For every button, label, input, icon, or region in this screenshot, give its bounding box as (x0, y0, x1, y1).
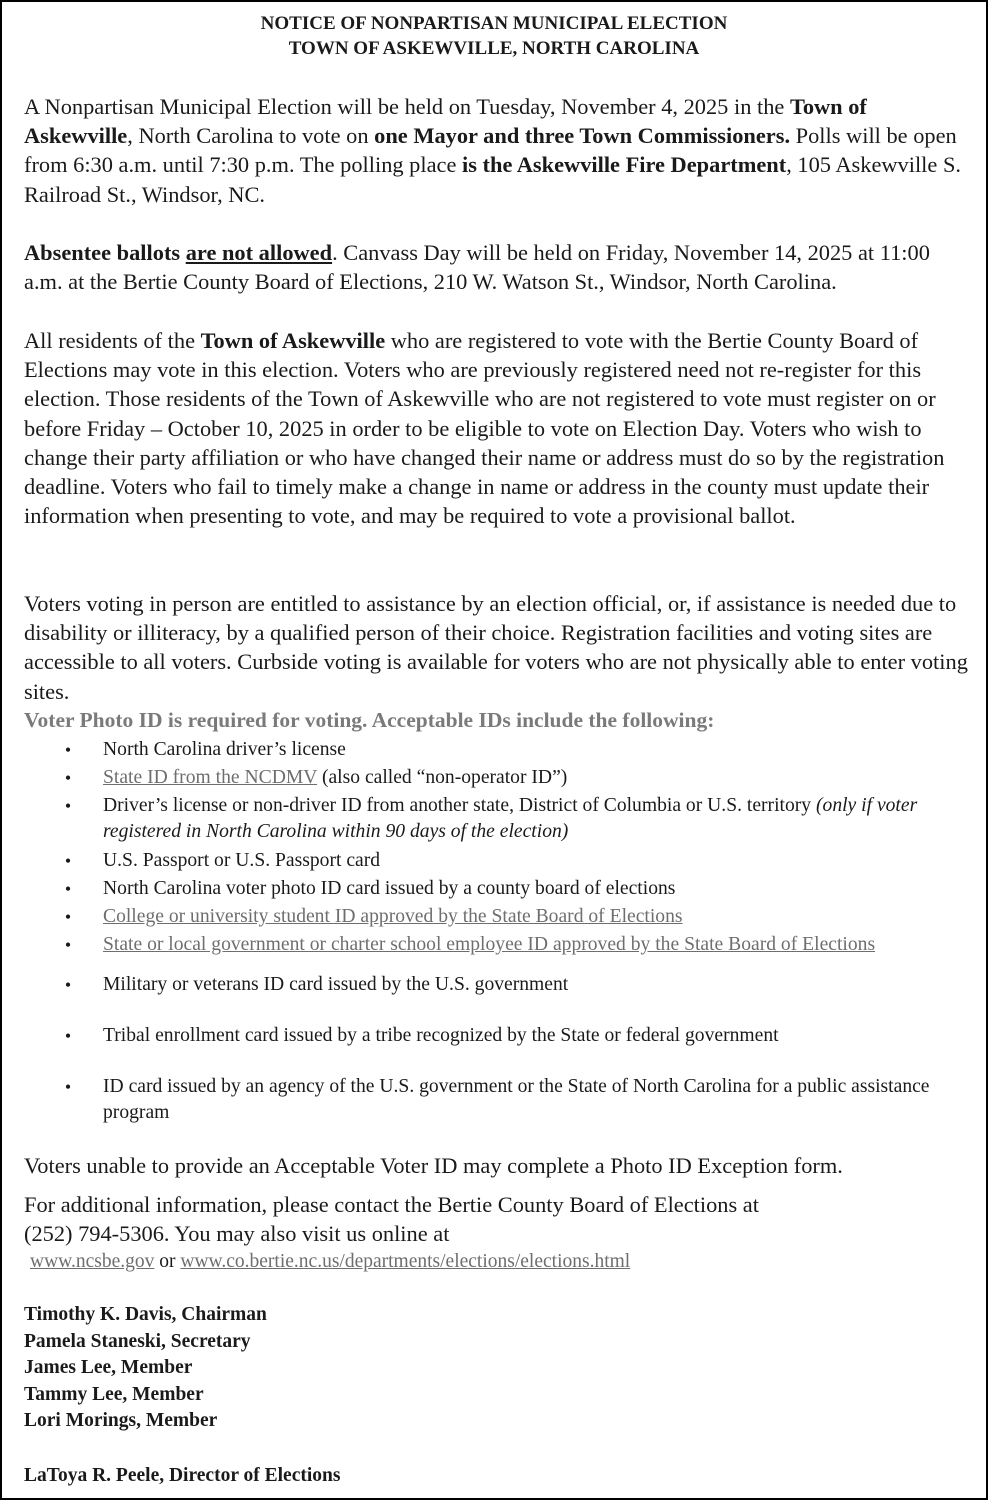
ncsbe-link[interactable]: www.ncsbe.gov (30, 1251, 155, 1273)
signature-member: Tammy Lee, Member (24, 1383, 204, 1405)
employee-id-link[interactable]: State or local government or charter school employee ID approved by the State Board of Elections (103, 934, 876, 955)
signature-director: LaToya R. Peele, Director of Elections (24, 1465, 341, 1486)
para3-bold-town: Town of Askewville (200, 328, 386, 353)
bullet-icon: • (64, 1077, 72, 1097)
list-item (64, 972, 971, 998)
list-item (64, 765, 971, 791)
title-line-1: NOTICE OF NONPARTISAN MUNICIPAL ELECTION (260, 13, 728, 34)
list-item-text: North Carolina driver’s license (103, 739, 346, 760)
para1-bold-offices: one Mayor and three Town Commissioners. (374, 123, 791, 149)
list-item-text: Driver’s license or non-driver ID from another state, District of Columbia or U.S. territory (103, 795, 816, 816)
photo-id-heading: Voter Photo ID is required for voting. Acceptable IDs include the following: (24, 708, 715, 732)
title-line-2: TOWN OF ASKEWVILLE, NORTH CAROLINA (288, 38, 700, 59)
para1-bold-town: Town of Askewville (24, 94, 867, 149)
para1-text-1: A Nonpartisan Municipal Election will be held on Tuesday, November 4, 2025 in the (24, 94, 790, 119)
list-item (64, 848, 971, 874)
ncdmv-state-id-link[interactable]: State ID from the NCDMV (103, 767, 318, 788)
list-item-text: Military or veterans ID card issued by the U.S. government (103, 974, 569, 995)
board-signatures (24, 1302, 267, 1435)
list-item-text: ID card issued by an agency of the U.S. government or the State of North Carolina for a public assistance program (103, 1076, 930, 1123)
list-item-text: Tribal enrollment card issued by a tribe recognized by the State or federal government (103, 1025, 779, 1046)
absentee-canvass-paragraph (24, 238, 970, 296)
para1-bold-polling-place: is the Askewville Fire Department (462, 152, 787, 178)
list-item (64, 793, 971, 845)
contact-paragraph (24, 1190, 970, 1276)
bullet-icon: • (64, 935, 72, 955)
para1-text-3: Polls will be open from 6:30 a.m. until 7:30 p.m. The polling place (24, 123, 957, 178)
signature-chairman: Timothy K. Davis, Chairman (24, 1304, 267, 1325)
list-item (64, 876, 971, 902)
registration-paragraph (24, 326, 970, 530)
bullet-icon: • (64, 740, 72, 760)
contact-line-2: (252) 794-5306. You may also visit us online at (24, 1221, 450, 1247)
exception-form-text: Voters unable to provide an Acceptable Voter ID may complete a Photo ID Exception form. (24, 1153, 843, 1178)
bertie-elections-link[interactable]: www.co.bertie.nc.us/departments/elections/elections.html (180, 1251, 631, 1273)
para1-text-2: , North Carolina to vote on (127, 123, 375, 149)
para2-underlined-not-allowed: are not allowed (185, 240, 333, 265)
bullet-icon: • (64, 796, 72, 816)
signature-member: James Lee, Member (24, 1357, 193, 1378)
signature-member: Lori Morings, Member (24, 1410, 218, 1431)
list-item (64, 737, 971, 763)
list-item-text: (also called “non-operator ID”) (317, 767, 568, 788)
list-item (64, 904, 971, 930)
list-item (64, 932, 971, 958)
contact-line-1: For additional information, please contact the Bertie County Board of Elections at (24, 1192, 759, 1217)
list-item (64, 1074, 971, 1126)
para4-text: Voters voting in person are entitled to assistance by an election official, or, if assistance is needed due to disability or illiteracy, by a qualified person of their choice. Registration facilities and voting sites are accessible to all voters. Curbside voting is available for voters who are not physically able to enter voting sites. (24, 591, 968, 704)
para3-text-1: All residents of the (24, 328, 201, 353)
bullet-icon: • (64, 1026, 72, 1046)
bullet-icon: • (64, 768, 72, 788)
assistance-paragraph (24, 589, 970, 706)
link-separator: or (154, 1251, 181, 1273)
list-item-note: (only if voter registered in North Carolina within 90 days of the election) (103, 795, 918, 842)
bullet-icon: • (64, 907, 72, 927)
signature-secretary: Pamela Staneski, Secretary (24, 1330, 251, 1352)
list-item (64, 1023, 971, 1049)
para2-text: . Canvass Day will be held on Friday, November 14, 2025 at 11:00 a.m. at the Bertie County Board of Elections, 210 W. Watson St., Windsor, North Carolina. (24, 240, 930, 295)
bullet-icon: • (64, 975, 72, 995)
student-id-link[interactable]: College or university student ID approved by the State Board of Elections (103, 906, 683, 927)
list-item-text: U.S. Passport or U.S. Passport card (103, 850, 381, 871)
para2-bold-absentee: Absentee ballots (24, 240, 186, 265)
contact-links (24, 1248, 970, 1276)
para1-text-4: , 105 Askewville S. Railroad St., Windsor, NC. (24, 152, 961, 207)
election-details-paragraph (24, 92, 970, 209)
notice-title (2, 11, 986, 61)
bullet-icon: • (64, 879, 72, 899)
list-item-text: North Carolina voter photo ID card issued by a county board of elections (103, 878, 676, 899)
para3-text-2: who are registered to vote with the Bertie County Board of Elections may vote in this election. Voters who are previously registered need not re-register for this election. Those residents of the Town of Askewville who are not registered to vote must register on or before Friday – October 10, 2025 in order to be eligible to vote on Election Day. Voters who wish to change their party affiliation or who have changed their name or address must do so by the registration deadline. Voters who fail to timely make a change in name or address in the county must update their information when presenting to vote, and may be required to vote a provisional ballot. (24, 328, 945, 529)
bullet-icon: • (64, 851, 72, 871)
